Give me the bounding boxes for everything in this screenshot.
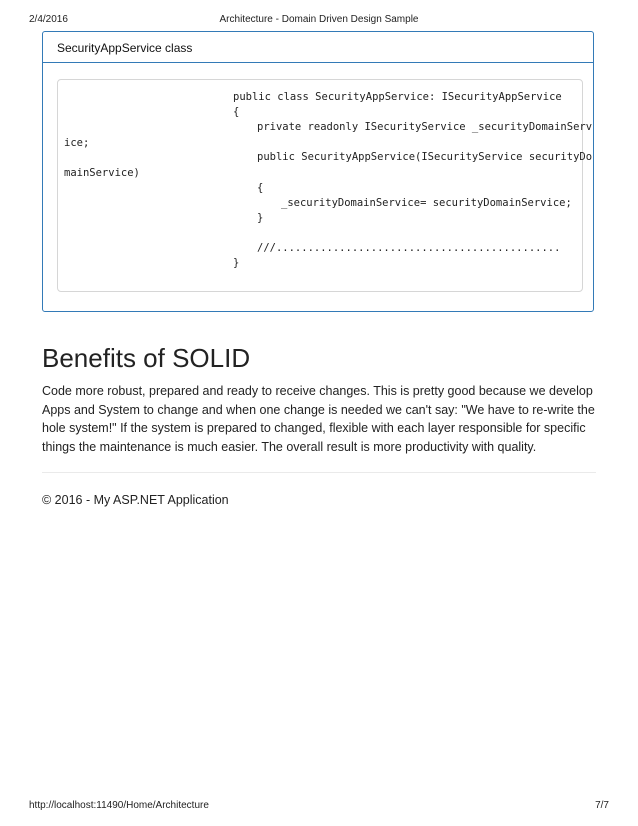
code-line: _securityDomainService= securityDomainService; bbox=[281, 197, 572, 209]
code-line: { bbox=[233, 106, 240, 118]
section-paragraph: Code more robust, prepared and ready to receive changes. This is pretty good because we develop Apps and System to change and when one change is needed we can't say: "We have to re-write the hole system!" If the system is prepared to changed, flexible with each layer responsible for specific things the maintenance is much easier. The overall result is more productivity with quality. bbox=[42, 384, 595, 455]
code-line: { bbox=[257, 182, 264, 194]
panel-heading: SecurityAppService class bbox=[43, 32, 593, 63]
print-footer bbox=[29, 800, 609, 814]
code-panel bbox=[42, 31, 594, 312]
code-line: private readonly ISecurityService _securityDomainServ bbox=[257, 121, 593, 133]
print-header bbox=[29, 14, 609, 28]
code-line: } bbox=[233, 257, 240, 269]
print-url: http://localhost:11490/Home/Architecture bbox=[29, 800, 209, 811]
code-line: mainService) bbox=[64, 167, 140, 179]
code-line: public SecurityAppService(ISecurityService securityDo bbox=[257, 151, 593, 163]
copyright-text: © 2016 - My ASP.NET Application bbox=[42, 493, 229, 507]
print-page-title: Architecture - Domain Driven Design Sample bbox=[219, 14, 419, 25]
section-heading: Benefits of SOLID bbox=[42, 343, 251, 373]
code-line: public class SecurityAppService: ISecurityAppService bbox=[233, 91, 562, 103]
code-line: } bbox=[257, 212, 264, 224]
divider bbox=[42, 472, 596, 473]
print-date: 2/4/2016 bbox=[29, 14, 68, 25]
page-number: 7/7 bbox=[595, 800, 609, 811]
code-line: ice; bbox=[64, 137, 90, 149]
code-line: ///............................................. bbox=[257, 242, 561, 254]
code-block bbox=[57, 79, 593, 292]
